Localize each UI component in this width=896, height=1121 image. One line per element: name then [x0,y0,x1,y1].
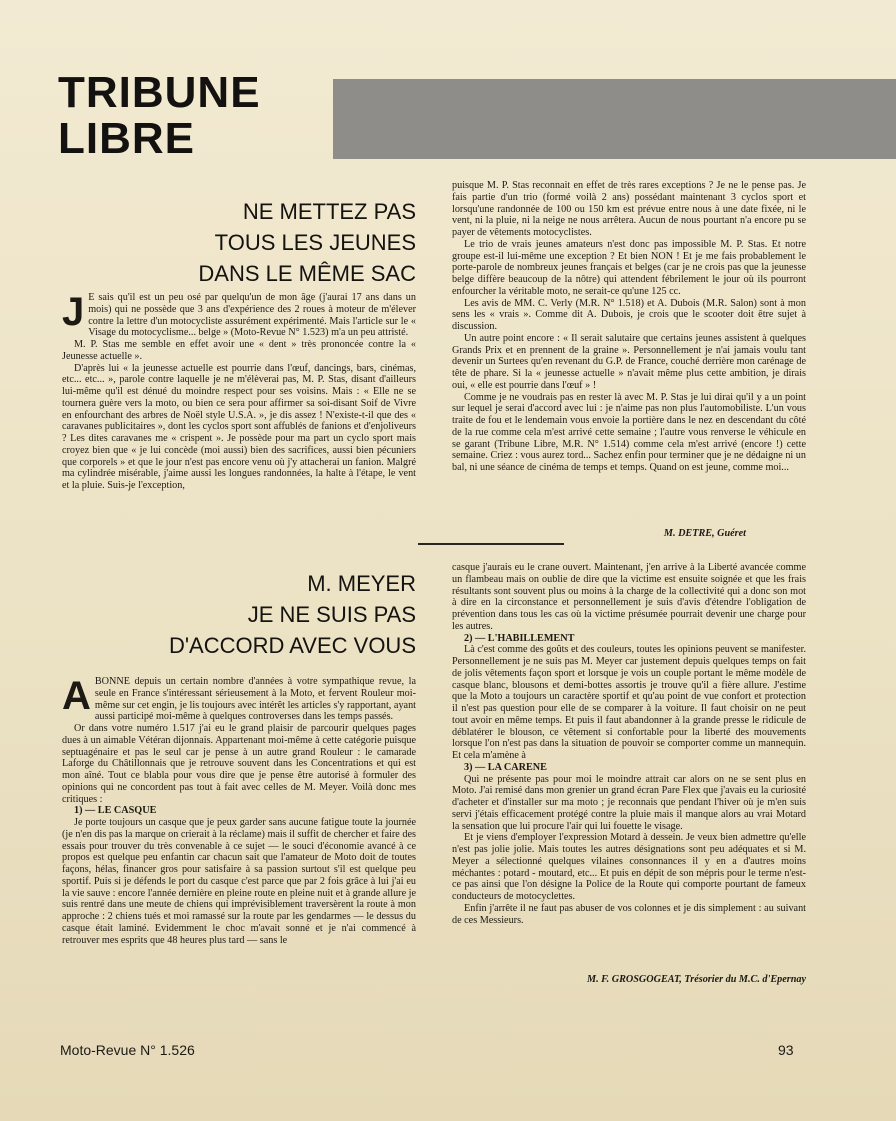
page-number: 93 [778,1042,794,1058]
article-divider [418,543,564,545]
article2-column-1 [62,676,416,989]
article1-column-1 [62,292,416,578]
article2-subheading: 2) — L'HABILLEMENT [464,632,575,644]
section-title-line-2: LIBRE [58,114,195,163]
article2-paragraph: Là c'est comme des goûts et des couleurs, toutes les opinions peuvent se manifester. Personnellement je ne suis pas M. Meyer car justement depuis quelques temps on fait de jolis vêtements façon sport et lorsque je vois un couple portant le même modèle de casque blanc, blousons et demi-bottes assortis je trouve qu'il a fière allure. J'estime que la Moto a toujours un caractère sportif et qu'au point de vue confort et protection il n'est pas question pour elle de se comparer à la voiture. Il faut choisir on ne peut tout avoir en même temps. Et puis il faut abandonner à la grande presse le ridicule de déblatérer le blouson, ce vêtement si confortable pour la liberté des mouvements lorsque l'on n'est pas dans la situation de pouvoir se comporter comme un mannequin. Et cela m'amène à [452,644,806,761]
article2-dropcap: A [62,676,91,718]
article1-column-2 [452,180,806,525]
article1-paragraph-text: E sais qu'il est un peu osé par quelqu'un de mon âge (j'aurai 17 ans dans un mois) qui ne possède que 3 ans d'expérience des 2 roues à moteur de m'élever contre la lettre d'un motocycliste assurément expérimenté. Mais l'article sur le « Visage du motocyclisme... belge » (Moto-Revue N° 1.523) m'a un peu attristé. [88,292,416,339]
article1-headline [180,196,416,289]
article1-paragraph: Les avis de MM. C. Verly (M.R. N° 1.518) et A. Dubois (M.R. Salon) sont à mon sens les « vrais ». Comme dit A. Dubois, je crois que le scooter doit être sujet à discussion. [452,297,806,332]
article2-headline-line-1: M. MEYER [307,571,416,596]
article2-paragraph [62,676,416,723]
article1-dropcap: J [62,292,85,334]
article1-paragraph: puisque M. P. Stas reconnait en effet de très rares exceptions ? Je ne le pense pas. Je fais partie d'un trio (formé voilà 2 ans) possédant maintenant 3 cyclos sport et lorsqu'une randonnée de 100 ou 150 km est prévue entre nous à une date fixée, ni le vent, ni la pluie, ni la neige ne nous arrêtera. Aucun de nous pourtant n'a encore pu se payer de vêtements motocyclistes. [452,180,806,238]
article1-headline-line-1: NE METTEZ PAS [242,199,416,224]
article2-paragraph: casque j'aurais eu le crane ouvert. Maintenant, j'en arrive à la Liberté avancée comme un flambeau mais on oublie de dire que la victime est ensuite soignée et que les frais résultants sont souvent plus ou moins à la charge de la collectivité qui a donc son mot à dire en la circonstance et personnellement je suis d'avis d'étendre l'obligation de prévention dans tous les cas où la victime présumée pourrait devenir une charge pour les autres. [452,562,806,632]
article2-headline-line-3: D'ACCORD AVEC VOUS [168,633,416,658]
article2-paragraph-text: BONNE depuis un certain nombre d'années à votre sympathique revue, la seule en France s'intéressant sérieusement à la Moto, et fervent Rouleur moi-même sur cet engin, je lis toujours avec intérêt les articles s'y rapportant, ayant aussi participé moi-même à quelques controverses dans les temps passés. [94,676,416,723]
article2-signature: M. F. GROSGOGEAT, Trésorier du M.C. d'Epernay [587,974,806,985]
article1-paragraph: Le trio de vrais jeunes amateurs n'est donc pas impossible M. P. Stas. Et notre groupe est-il lui-même une exception ? Et bien NON ! Et je me fais probablement le porte-parole de nombreux jeunes français et belges (car je ne crois pas que la jeunesse belge diffère beaucoup de la nôtre) qui attendent fébrilement le jour où ils pourront enfourcher la véritable moto, ne serait-ce qu'une 125 cc. [452,238,806,297]
article2-paragraph: Qui ne présente pas pour moi le moindre attrait car alors on ne se sent plus en Moto. J'ai remisé dans mon grenier un grand écran Pare Flex que j'avais eu la curiosité d'acheter et d'installer sur ma moto ; je reconnais que pendant l'hiver où je m'en suis servi j'étais efficacement protégé contre la pluie mais il manque alors au vrai Motard la sensation que lui procure l'air qui lui fouette le visage. [452,773,806,832]
magazine-issue: Moto-Revue N° 1.526 [60,1042,195,1058]
article1-paragraph: Comme je ne voudrais pas en rester là avec M. P. Stas je lui dirai qu'il y a un point sur lequel je serai d'accord avec lui : je n'aime pas non plus l'automobiliste. L'un vous traite de fou et le lendemain vous envoie la portière dans le nez en descendant du côté de la rue comme cela m'est arrivé cette semaine ; l'autre vous renverse le véhicule en se garant (Tribune Libre, M.R. N° 1.514) comme cela m'est arrivé (encore !) cette semaine. Criez : vous aurez tord... Sachez enfin pour terminer que je ne dédaigne ni un bal, ni une séance de cinéma de temps et temps. Quand on est jeune, comme moi... [452,391,806,473]
article2-paragraph: Je porte toujours un casque que je peux garder sans aucune fatigue toute la journée (je n'en dis pas la marque on crierait à la réclame) mais il suffit de chercher et faire des essais pour trouver du très convenable à ce sujet — le souci d'économie avancé à ce propos est quelque peu enfantin car chacun sait que l'amateur de Moto doit de toutes façons, hélas, financer gros pour satisfaire à sa passion surtout s'il est quelque peu sportif. Puis si je défends le port du casque c'est parce que par 2 fois grâce à lui j'ai eu la vie sauve : encore l'année dernière en pleine route en pleine nuit et à grande allure je suis rentré dans une meute de chiens qui imprévisiblement traversèrent la route à mon approche : 2 chiens tués et moi ramassé sur la route par les gendarmes — le dessus du casque était laminé. Evidemment le choc m'avait sonné et je n'ai commencé à retrouver mes esprits que 48 heures plus tard — sans le [62,817,416,946]
article2-subheading: 1) — LE CASQUE [74,805,157,817]
article1-headline-line-3: DANS LE MÊME SAC [198,261,416,286]
article2-subheading: 3) — LA CARENE [464,761,547,773]
article2-headline [150,568,416,661]
article2-column-2 [452,562,806,992]
article1-paragraph: D'après lui « la jeunesse actuelle est pourrie dans l'œuf, dancings, bars, cinémas, etc... etc... », parole contre laquelle je ne m'élèverai pas, M. P. Stas, disant d'ailleurs lui-même qu'il est dénué du moindre respect pour ses voisins. Mais : « Elle ne se tournera guère vers la moto, ou bien ce sera pour affirmer sa soi-disant Soif de Vivre en enfourchant des arbres de Noël style U.S.A. », je dis assez ! N'existe-t-il que des « caravanes publicitaires », dont les cyclos sport sont affublés de fanions et d'enjoliveurs ? Les dites caravanes me « crispent ». Je possède pour ma part un cyclo sport mais croyez bien que « je lui concède (moi aussi) bien des sacrifices, aussi bien pécuniers que corporels » et que le jour n'est pas encore venu où j'y attacherai un fanion. Malgré ma cylindrée misérable, j'aime aussi les longues randonnées, la halte à l'étape, le vent et la pluie. Suis-je l'exception, [62,362,416,491]
article2-paragraph: Et je viens d'employer l'expression Motard à dessein. Je veux bien admettre qu'elle n'est pas jolie jolie. Mais toutes les autres désignations sont peu adéquates et si M. Meyer a sélectionné quelques vilaines consonnances il y en a d'autres moins méchantes : potard - moutard, etc... Et puis en dépit de son mépris pour le terme n'est-ce pas ainsi que l'on désigne la Police de la Route qui comporte pourtant de fameux conducteurs de motocyclettes. [452,832,806,902]
article1-headline-line-2: TOUS LES JEUNES [214,230,416,255]
section-title [58,70,261,162]
title-grey-band [333,79,896,159]
article1-signature: M. DETRE, Guéret [663,528,746,539]
article2-headline-line-2: JE NE SUIS PAS [247,602,416,627]
article2-paragraph: Enfin j'arrête il ne faut pas abuser de vos colonnes et je dis simplement : au suivant de ces Messieurs. [452,902,806,926]
article1-paragraph: M. P. Stas me semble en effet avoir une « dent » très prononcée contre la « Jeunesse actuelle ». [62,339,416,362]
article1-paragraph [62,292,416,339]
article1-paragraph: Un autre point encore : « Il serait salutaire que certains jeunes assistent à quelques Grands Prix et en prennent de la graine ». Personnellement je n'ai jamais voulu tant devenir un Surtees qu'en revenant du G.P. de France, couché derrière mon carénage de tête de phare. Si la « jeunesse actuelle » n'avait même plus cette ambition, je dirais oui, « elle est pourrie dans l'œuf » ! [452,332,806,391]
section-title-line-1: TRIBUNE [58,68,261,117]
article2-paragraph: Or dans votre numéro 1.517 j'ai eu le grand plaisir de parcourir quelques pages dues à un aimable Vétéran dijonnais. Appartenant moi-même à cette catégorie puisque septuagénaire et pas le seul car je pense à un autre grand Rouleur : le camarade Laforge du Châtillonnais que je retrouve souvent dans les Concentrations et qui est mon aîné. Tout ce blabla pour vous dire que je pense être autorisé à formuler des opinions qui ne concordent pas tout à fait avec celles de M. Meyer. Voilà donc mes critiques : [62,723,416,805]
